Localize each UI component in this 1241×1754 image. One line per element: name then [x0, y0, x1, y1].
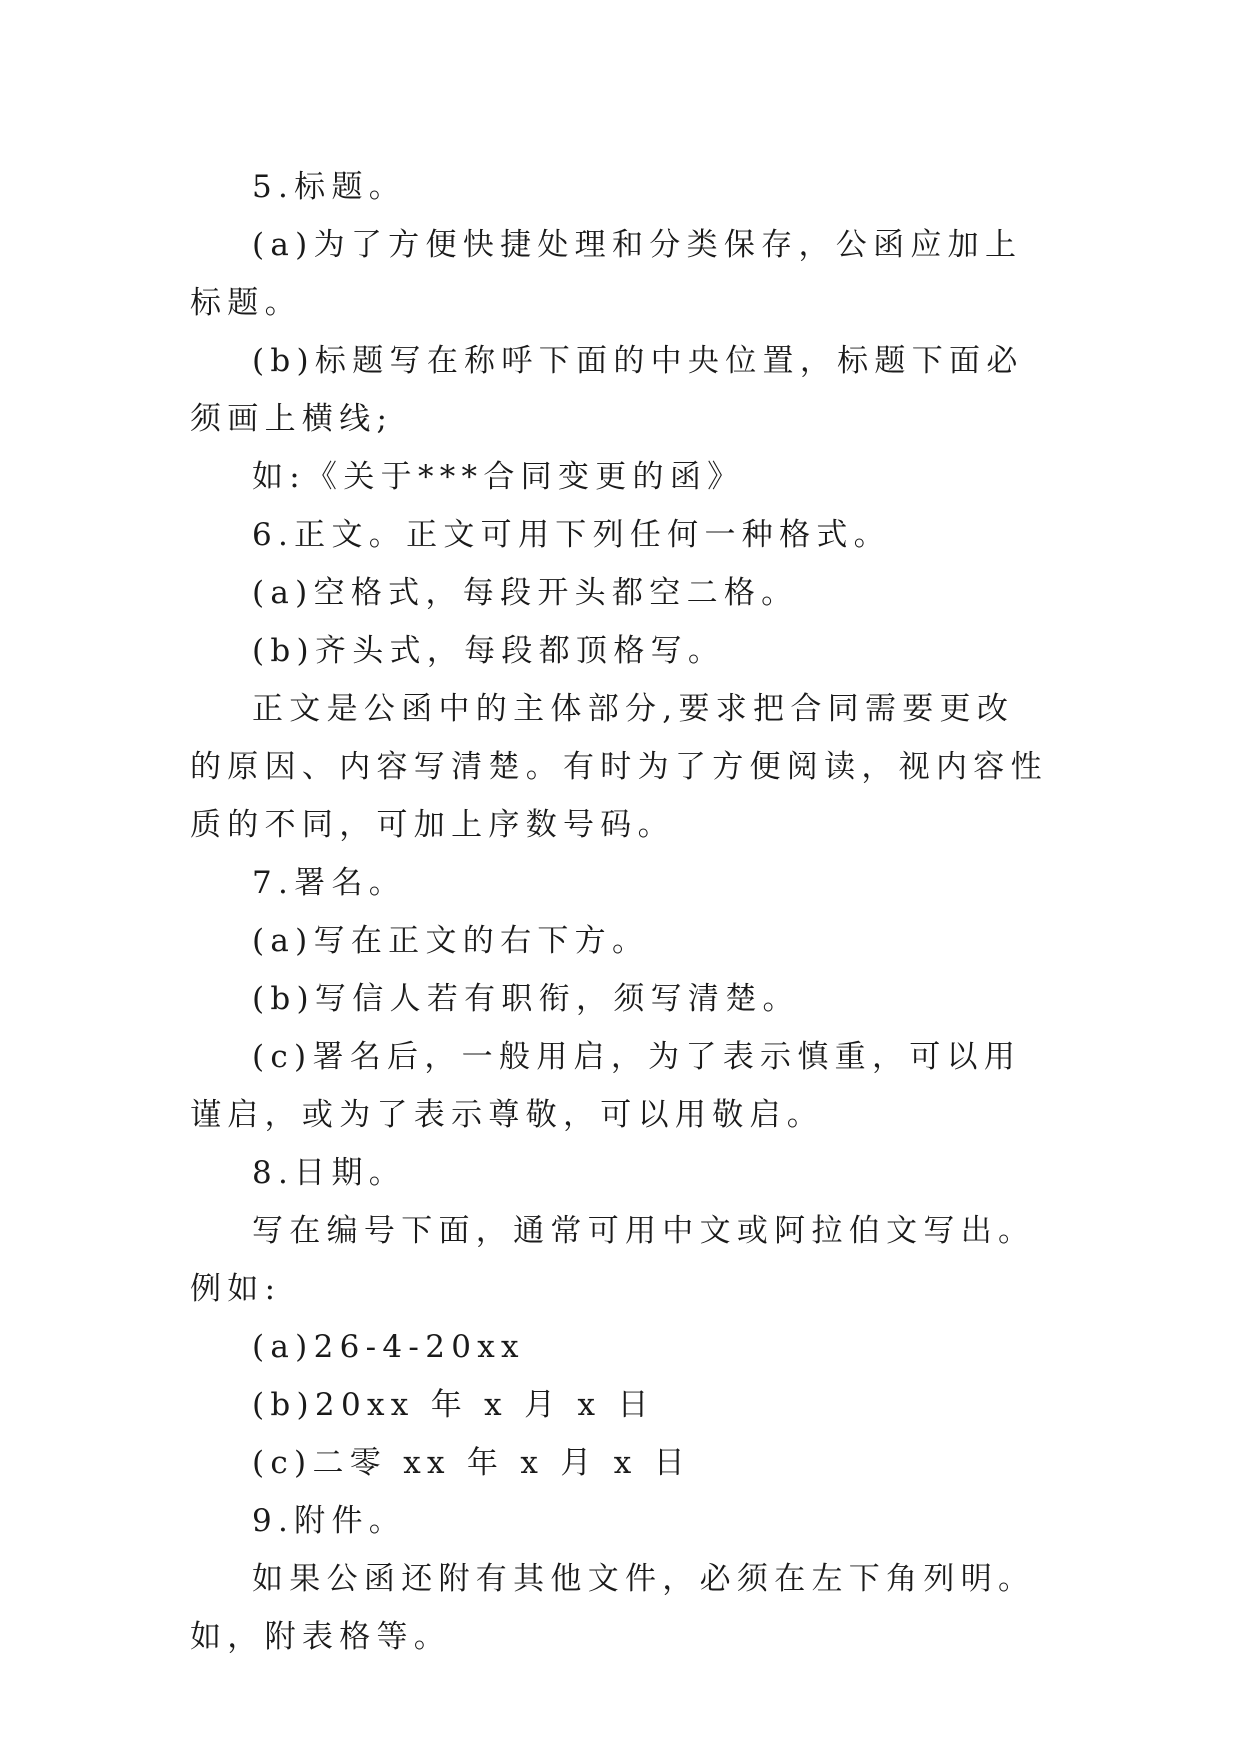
section-heading-body: 6.正文。正文可用下列任何一种格式。	[252, 517, 891, 553]
paragraph-signature-b: (b)写信人若有职衔，须写清楚。	[252, 981, 800, 1017]
paragraph-title-a: (a)为了方便快捷处理和分类保存，公函应加上标题。	[190, 227, 1023, 321]
paragraph-body-a: (a)空格式，每段开头都空二格。	[252, 575, 799, 611]
paragraph-date-b: (b)20xx 年 x 月 x 日	[252, 1387, 655, 1423]
section-heading-title: 5.标题。	[252, 169, 407, 205]
paragraph-attachment-description: 如果公函还附有其他文件，必须在左下角列明。 如，附表格等。	[190, 1561, 1036, 1655]
paragraph-date-description: 写在编号下面，通常可用中文或阿拉伯文写出。 例如:	[190, 1213, 1036, 1307]
paragraph-body-description: 正文是公函中的主体部分,要求把合同需要更改的原因、内容写清楚。有时为了方便阅读，视内容性质的不同，可加上序数号码。	[190, 691, 1048, 843]
paragraph-title-example: 如:《关于***合同变更的函》	[252, 459, 745, 495]
document-body	[190, 158, 1050, 1666]
section-heading-date: 8.日期。	[252, 1155, 407, 1191]
paragraph-title-b: (b)标题写在称呼下面的中央位置，标题下面必须画上横线;	[190, 343, 1024, 437]
paragraph-signature-c: (c)署名后，一般用启，为了表示慎重，可以用谨启，或为了表示尊敬，可以用敬启。	[190, 1039, 1022, 1133]
paragraph-date-c: (c)二零 xx 年 x 月 x 日	[252, 1445, 692, 1481]
section-heading-attachment: 9.附件。	[252, 1503, 407, 1539]
paragraph-body-b: (b)齐头式，每段都顶格写。	[252, 633, 726, 669]
paragraph-date-a: (a)26-4-20xx	[252, 1329, 525, 1365]
paragraph-signature-a: (a)写在正文的右下方。	[252, 923, 650, 959]
section-heading-signature: 7.署名。	[252, 865, 407, 901]
